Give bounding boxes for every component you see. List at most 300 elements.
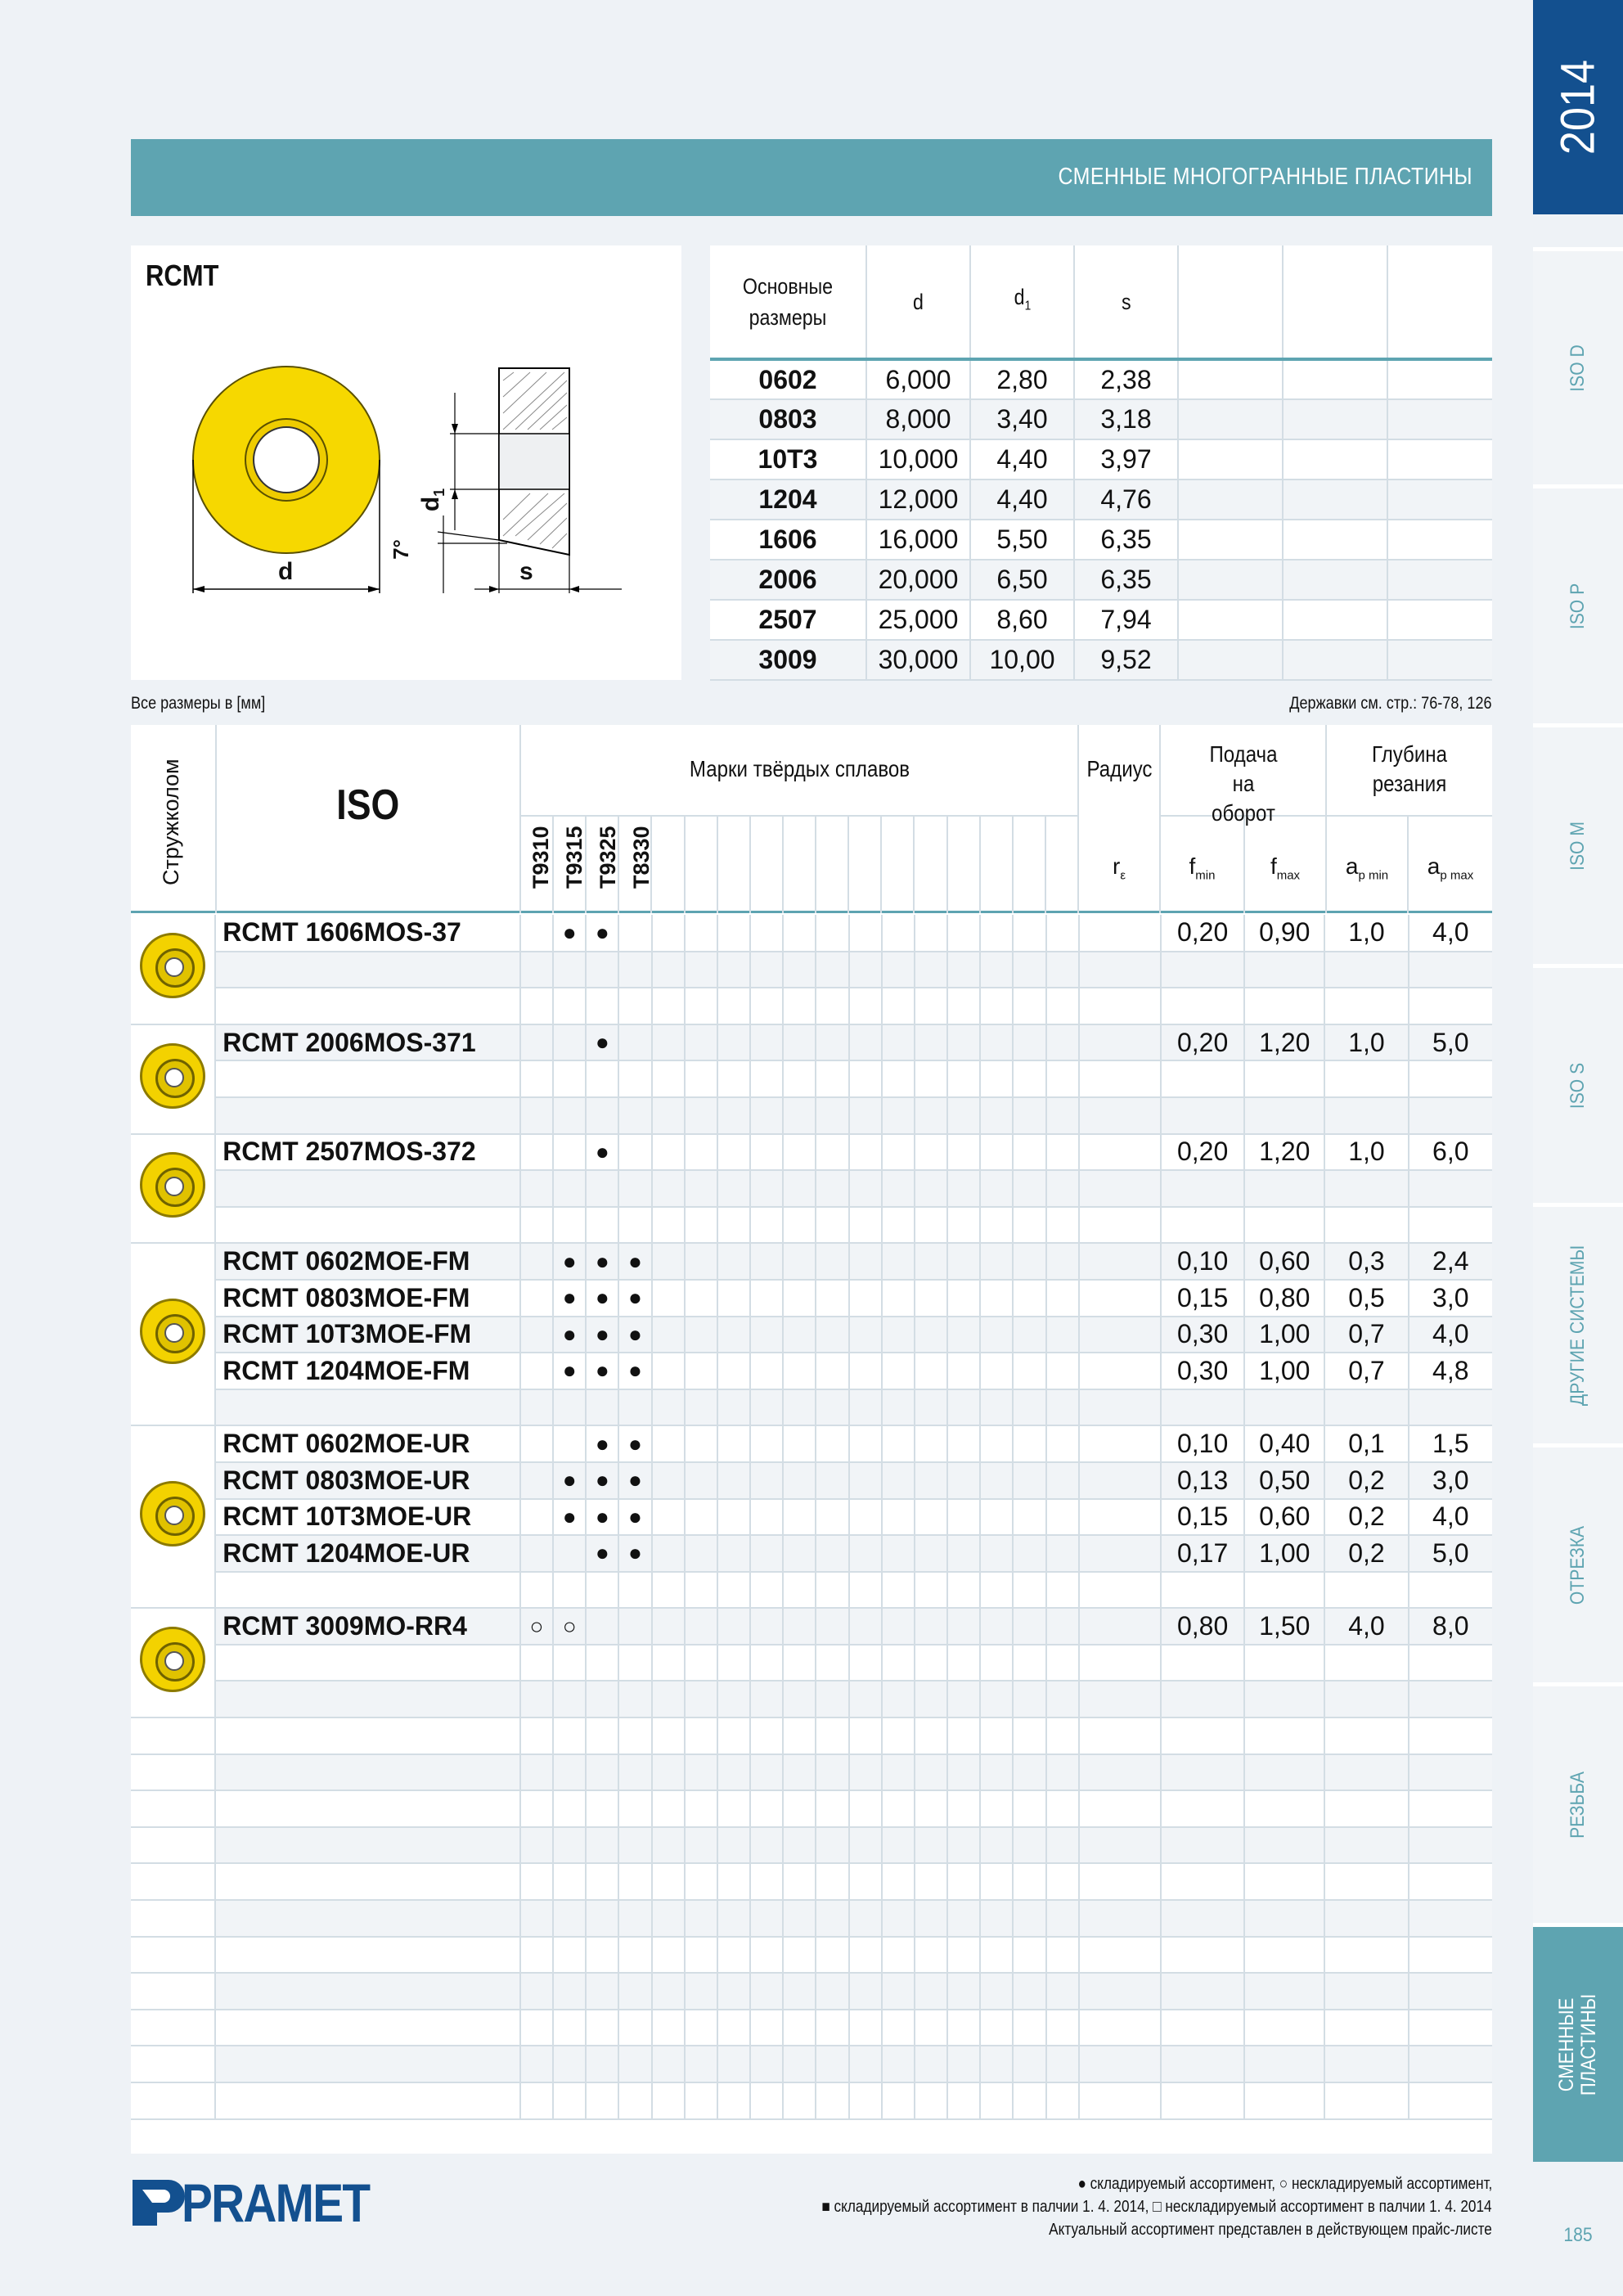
grade-availability bbox=[816, 915, 848, 952]
ap-max-value: 4,0 bbox=[1409, 1499, 1492, 1536]
grade-availability bbox=[915, 1317, 947, 1353]
table-row bbox=[131, 1097, 1492, 1134]
grade-availability bbox=[652, 1280, 685, 1317]
grade-availability bbox=[553, 1973, 586, 2010]
table-row bbox=[131, 1572, 1492, 1609]
grade-availability bbox=[783, 1681, 816, 1717]
dims-empty bbox=[1178, 520, 1283, 560]
chipbreaker-image bbox=[131, 1024, 215, 1134]
radius-value bbox=[1079, 2082, 1161, 2119]
col-feed: Подача на оборот bbox=[1208, 741, 1278, 826]
grade-availability bbox=[947, 1170, 980, 1207]
grade-availability: ○ bbox=[553, 1608, 586, 1645]
grade-availability bbox=[783, 1060, 816, 1097]
tab-iso-m[interactable] bbox=[1533, 723, 1623, 964]
grade-availability bbox=[750, 1353, 783, 1389]
grade-availability bbox=[849, 1207, 882, 1244]
grade-availability bbox=[882, 1827, 915, 1864]
grade-availability bbox=[750, 1425, 783, 1462]
dims-empty bbox=[1283, 439, 1387, 479]
grade-availability bbox=[520, 1973, 553, 2010]
grade-availability bbox=[1013, 1790, 1045, 1827]
grade-availability bbox=[652, 1790, 685, 1827]
dims-empty bbox=[1178, 600, 1283, 640]
grade-availability bbox=[915, 988, 947, 1024]
grade-availability bbox=[685, 1681, 717, 1717]
grade-availability bbox=[1013, 1353, 1045, 1389]
grade-availability bbox=[1013, 1973, 1045, 2010]
grade-availability bbox=[783, 1280, 816, 1317]
dims-row bbox=[710, 600, 1492, 640]
grade-availability bbox=[947, 1353, 980, 1389]
chipbreaker-image bbox=[131, 1243, 215, 1425]
tab-label: СМЕННЫЕ ПЛАСТИНЫ bbox=[1555, 1993, 1600, 2096]
table-row bbox=[131, 1608, 1492, 1645]
insert-designation bbox=[215, 1389, 520, 1426]
grade-availability bbox=[882, 1535, 915, 1572]
dims-empty bbox=[1387, 479, 1492, 520]
grade-availability bbox=[520, 2082, 553, 2119]
grade-availability bbox=[816, 1863, 848, 1900]
feed-max-value bbox=[1244, 1681, 1324, 1717]
ap-max-value bbox=[1409, 1754, 1492, 1791]
feed-min-value bbox=[1161, 2046, 1244, 2082]
grade-availability bbox=[947, 2046, 980, 2082]
ap-max-value bbox=[1409, 2046, 1492, 2082]
feed-min-value bbox=[1161, 1060, 1244, 1097]
grade-availability bbox=[618, 1134, 651, 1171]
feed-min-value bbox=[1161, 1717, 1244, 1754]
grade-availability bbox=[652, 1754, 685, 1791]
grade-availability bbox=[816, 2046, 848, 2082]
grade-availability bbox=[553, 2046, 586, 2082]
grade-availability bbox=[915, 1389, 947, 1426]
feed-max-value: 1,00 bbox=[1244, 1535, 1324, 1572]
ap-max-value bbox=[1409, 952, 1492, 988]
grade-availability bbox=[882, 1280, 915, 1317]
radius-value bbox=[1079, 1024, 1161, 1061]
grade-availability bbox=[586, 952, 618, 988]
grade-availability: ● bbox=[586, 1462, 618, 1499]
feed-max-value bbox=[1244, 1645, 1324, 1681]
grade-availability bbox=[553, 1425, 586, 1462]
grade-availability bbox=[947, 1827, 980, 1864]
grade-availability bbox=[652, 2010, 685, 2046]
grade-availability bbox=[915, 1863, 947, 1900]
grade-availability bbox=[783, 952, 816, 988]
dims-empty bbox=[1387, 439, 1492, 479]
ap-max-value bbox=[1409, 1973, 1492, 2010]
grade-availability bbox=[915, 1280, 947, 1317]
grade-availability bbox=[1013, 2082, 1045, 2119]
grade-availability bbox=[750, 1645, 783, 1681]
grade-availability: ● bbox=[618, 1317, 651, 1353]
ap-min-value bbox=[1324, 1645, 1408, 1681]
grade-availability bbox=[849, 1243, 882, 1280]
grade-availability bbox=[750, 1681, 783, 1717]
grade-availability bbox=[915, 1645, 947, 1681]
grade-availability bbox=[553, 1207, 586, 1244]
grade-availability bbox=[652, 1097, 685, 1134]
grade-availability bbox=[816, 988, 848, 1024]
grade-availability bbox=[1013, 988, 1045, 1024]
grade-availability bbox=[1013, 2046, 1045, 2082]
grade-availability bbox=[980, 2010, 1013, 2046]
grade-availability bbox=[520, 1060, 553, 1097]
grade-availability: ● bbox=[618, 1280, 651, 1317]
table-row bbox=[131, 1973, 1492, 2010]
grade-availability: ● bbox=[586, 1280, 618, 1317]
ap-max-value: 5,0 bbox=[1409, 1024, 1492, 1061]
grade-availability bbox=[947, 1317, 980, 1353]
grade-availability bbox=[520, 1243, 553, 1280]
grade-availability bbox=[980, 1134, 1013, 1171]
chipbreaker-empty bbox=[131, 1937, 215, 1974]
year-label: 2014 bbox=[1551, 59, 1605, 155]
ap-min-value bbox=[1324, 1790, 1408, 1827]
grade-availability bbox=[783, 1097, 816, 1134]
grade-availability bbox=[816, 1134, 848, 1171]
grade-availability: ● bbox=[586, 1243, 618, 1280]
grade-availability bbox=[750, 1060, 783, 1097]
dims-size-code: 1204 bbox=[710, 479, 866, 520]
grade-availability bbox=[882, 1973, 915, 2010]
feed-max-value bbox=[1244, 2082, 1324, 2119]
grade-availability bbox=[717, 1863, 750, 1900]
grade-availability bbox=[783, 1170, 816, 1207]
dims-value: 2,80 bbox=[970, 359, 1074, 399]
grade-availability bbox=[980, 2046, 1013, 2082]
grade-availability bbox=[1013, 1243, 1045, 1280]
col-radius: Радиус bbox=[1086, 756, 1152, 781]
dims-value: 8,000 bbox=[866, 399, 970, 439]
grade-availability: ● bbox=[618, 1462, 651, 1499]
grade-availability bbox=[783, 2046, 816, 2082]
grade-t9315: T9315 bbox=[562, 826, 587, 889]
tab-label: РЕЗЬБА bbox=[1567, 1771, 1589, 1839]
grade-availability: ● bbox=[553, 1353, 586, 1389]
dims-value: 30,000 bbox=[866, 640, 970, 680]
feed-min-value: 0,13 bbox=[1161, 1462, 1244, 1499]
grade-availability bbox=[685, 1462, 717, 1499]
units-note: Все размеры в [мм] bbox=[131, 694, 266, 713]
grade-availability bbox=[685, 1353, 717, 1389]
ap-min-value: 0,2 bbox=[1324, 1462, 1408, 1499]
label-d1: $d_1$ bbox=[417, 488, 448, 512]
grade-availability bbox=[717, 1827, 750, 1864]
grade-availability bbox=[652, 1717, 685, 1754]
grade-availability bbox=[915, 952, 947, 988]
grade-availability bbox=[520, 988, 553, 1024]
grade-availability bbox=[618, 2046, 651, 2082]
chipbreaker-image bbox=[131, 1608, 215, 1717]
grade-availability bbox=[783, 1717, 816, 1754]
grade-availability bbox=[553, 1535, 586, 1572]
grade-availability bbox=[685, 1973, 717, 2010]
tab-parting[interactable] bbox=[1533, 1443, 1623, 1682]
insert-designation bbox=[215, 2010, 520, 2046]
ap-min-value bbox=[1324, 1827, 1408, 1864]
radius-value bbox=[1079, 1681, 1161, 1717]
dims-empty bbox=[1387, 520, 1492, 560]
tab-iso-p[interactable] bbox=[1533, 484, 1623, 723]
grade-availability bbox=[915, 1937, 947, 1974]
grade-availability bbox=[652, 1134, 685, 1171]
feed-max-value: 1,50 bbox=[1244, 1608, 1324, 1645]
table-row bbox=[131, 1170, 1492, 1207]
ap-max-value: 3,0 bbox=[1409, 1462, 1492, 1499]
grade-availability bbox=[1046, 1645, 1079, 1681]
grade-availability bbox=[882, 1170, 915, 1207]
col-chipbreaker: Стружколом bbox=[159, 759, 183, 885]
table-row bbox=[131, 1645, 1492, 1681]
grade-availability bbox=[783, 1134, 816, 1171]
grade-availability bbox=[849, 1681, 882, 1717]
table-row bbox=[131, 1937, 1492, 1974]
table-row bbox=[131, 988, 1492, 1024]
grade-availability bbox=[750, 915, 783, 952]
grade-availability bbox=[685, 1900, 717, 1937]
radius-value bbox=[1079, 1608, 1161, 1645]
grade-availability bbox=[816, 1389, 848, 1426]
dims-row bbox=[710, 439, 1492, 479]
grade-availability bbox=[1046, 1317, 1079, 1353]
grade-availability bbox=[783, 1937, 816, 1974]
feed-max-value: 0,40 bbox=[1244, 1425, 1324, 1462]
dims-value: 10,00 bbox=[970, 640, 1074, 680]
grade-availability bbox=[750, 1243, 783, 1280]
feed-max-value bbox=[1244, 952, 1324, 988]
grade-availability bbox=[717, 1207, 750, 1244]
tab-iso-d[interactable] bbox=[1533, 247, 1623, 484]
feed-max-value bbox=[1244, 1097, 1324, 1134]
grade-availability bbox=[586, 1900, 618, 1937]
grade-availability bbox=[1013, 1681, 1045, 1717]
feed-min-value: 0,20 bbox=[1161, 915, 1244, 952]
grade-availability bbox=[520, 1462, 553, 1499]
tab-other-systems[interactable] bbox=[1533, 1203, 1623, 1443]
grade-availability bbox=[685, 988, 717, 1024]
grade-availability bbox=[750, 2046, 783, 2082]
radius-value bbox=[1079, 1097, 1161, 1134]
grade-availability bbox=[685, 915, 717, 952]
feed-min-value: 0,30 bbox=[1161, 1317, 1244, 1353]
chipbreaker-image bbox=[131, 1425, 215, 1608]
grade-availability bbox=[980, 1060, 1013, 1097]
grade-availability bbox=[915, 1207, 947, 1244]
tab-threading[interactable] bbox=[1533, 1682, 1623, 1923]
dims-empty bbox=[1178, 439, 1283, 479]
feed-max-value bbox=[1244, 1973, 1324, 2010]
grade-availability bbox=[1013, 1097, 1045, 1134]
feed-max-value bbox=[1244, 1207, 1324, 1244]
ap-max-value: 4,8 bbox=[1409, 1353, 1492, 1389]
radius-value bbox=[1079, 988, 1161, 1024]
grade-availability bbox=[652, 1645, 685, 1681]
grade-availability bbox=[882, 1937, 915, 1974]
radius-value bbox=[1079, 1499, 1161, 1536]
grade-availability bbox=[1013, 1389, 1045, 1426]
radius-value bbox=[1079, 1572, 1161, 1609]
grade-availability bbox=[980, 1353, 1013, 1389]
tab-iso-s[interactable] bbox=[1533, 964, 1623, 1203]
grade-availability bbox=[816, 1572, 848, 1609]
radius-value bbox=[1079, 1317, 1161, 1353]
feed-max-value: 1,00 bbox=[1244, 1317, 1324, 1353]
ap-min-value bbox=[1324, 2010, 1408, 2046]
ap-min-value: 0,1 bbox=[1324, 1425, 1408, 1462]
grade-availability bbox=[652, 1535, 685, 1572]
ap-max: $a_{p max}$ bbox=[1427, 853, 1474, 883]
grade-availability bbox=[915, 1353, 947, 1389]
feed-min-value bbox=[1161, 1973, 1244, 2010]
grade-availability bbox=[849, 1462, 882, 1499]
grade-availability bbox=[750, 1134, 783, 1171]
grade-availability: ● bbox=[553, 1499, 586, 1536]
grade-availability bbox=[980, 1717, 1013, 1754]
col-depth: Глубина резания bbox=[1372, 741, 1447, 796]
grade-availability bbox=[947, 915, 980, 952]
table-row bbox=[131, 1207, 1492, 1244]
table-row bbox=[131, 1900, 1492, 1937]
grade-availability bbox=[685, 1717, 717, 1754]
grade-availability bbox=[849, 1097, 882, 1134]
grade-availability: ● bbox=[618, 1499, 651, 1536]
grade-availability bbox=[783, 1462, 816, 1499]
grade-availability bbox=[652, 1389, 685, 1426]
dims-value: 25,000 bbox=[866, 600, 970, 640]
ap-max-value: 1,5 bbox=[1409, 1425, 1492, 1462]
dims-empty bbox=[1178, 560, 1283, 600]
section-title: СМЕННЫЕ МНОГОГРАННЫЕ ПЛАСТИНЫ bbox=[1058, 164, 1472, 190]
grade-availability bbox=[750, 1207, 783, 1244]
grade-availability bbox=[816, 1827, 848, 1864]
insert-designation: RCMT 3009MO-RR4 bbox=[215, 1608, 520, 1645]
grade-availability bbox=[980, 1754, 1013, 1791]
grade-availability: ● bbox=[553, 1243, 586, 1280]
ap-max-value: 4,0 bbox=[1409, 1317, 1492, 1353]
grade-availability bbox=[685, 1097, 717, 1134]
grade-availability bbox=[652, 1024, 685, 1061]
insert-designation bbox=[215, 1097, 520, 1134]
legend-line-2: ■ складируемый ассортимент в палчии 1. 4. 2014, □ нескладируемый ассортимент в палчии 1. 4. 2014 bbox=[821, 2198, 1492, 2216]
grade-availability: ● bbox=[618, 1425, 651, 1462]
grade-availability bbox=[553, 1790, 586, 1827]
grade-availability bbox=[1013, 915, 1045, 952]
dims-row bbox=[710, 479, 1492, 520]
grade-availability: ● bbox=[586, 1499, 618, 1536]
insert-designation bbox=[215, 1717, 520, 1754]
grade-availability bbox=[849, 1353, 882, 1389]
tab-inserts[interactable] bbox=[1533, 1923, 1623, 2162]
grade-availability bbox=[652, 1207, 685, 1244]
dims-empty bbox=[1283, 640, 1387, 680]
chipbreaker-empty bbox=[131, 2046, 215, 2082]
grade-availability bbox=[520, 1024, 553, 1061]
grade-availability bbox=[980, 1243, 1013, 1280]
grade-availability bbox=[849, 2010, 882, 2046]
feed-max: $f_{max}$ bbox=[1270, 853, 1301, 883]
grade-availability bbox=[717, 1170, 750, 1207]
ap-min-value: 0,7 bbox=[1324, 1317, 1408, 1353]
grade-availability bbox=[947, 1280, 980, 1317]
table-row bbox=[131, 952, 1492, 988]
insert-designation: RCMT 0803MOE-UR bbox=[215, 1462, 520, 1499]
grade-availability bbox=[816, 1535, 848, 1572]
grade-availability bbox=[915, 1134, 947, 1171]
grade-availability bbox=[816, 1207, 848, 1244]
grade-availability bbox=[652, 988, 685, 1024]
grade-availability bbox=[618, 952, 651, 988]
grade-availability bbox=[553, 2010, 586, 2046]
grade-availability bbox=[750, 1973, 783, 2010]
feed-min-value bbox=[1161, 1097, 1244, 1134]
grade-availability bbox=[717, 1973, 750, 2010]
grade-availability bbox=[783, 1207, 816, 1244]
dims-size-code: 10T3 bbox=[710, 439, 866, 479]
dims-value: 4,40 bbox=[970, 439, 1074, 479]
grade-availability bbox=[915, 1060, 947, 1097]
ap-max-value bbox=[1409, 1827, 1492, 1864]
ap-max-value bbox=[1409, 1572, 1492, 1609]
grade-availability bbox=[652, 1425, 685, 1462]
grade-availability bbox=[717, 1900, 750, 1937]
grade-availability bbox=[1046, 1280, 1079, 1317]
grade-availability bbox=[586, 1754, 618, 1791]
grade-availability bbox=[783, 1499, 816, 1536]
grade-availability bbox=[915, 1790, 947, 1827]
feed-min-value bbox=[1161, 1572, 1244, 1609]
grade-availability: ● bbox=[586, 915, 618, 952]
dims-size-code: 0602 bbox=[710, 359, 866, 399]
grade-availability bbox=[816, 1608, 848, 1645]
feed-min-value bbox=[1161, 1389, 1244, 1426]
grade-availability bbox=[980, 1317, 1013, 1353]
grade-availability bbox=[947, 1389, 980, 1426]
grade-availability bbox=[717, 1499, 750, 1536]
dims-value: 5,50 bbox=[970, 520, 1074, 560]
grade-availability bbox=[816, 1024, 848, 1061]
ap-min-value bbox=[1324, 1207, 1408, 1244]
ap-min-value bbox=[1324, 2046, 1408, 2082]
insert-designation: RCMT 0602MOE-UR bbox=[215, 1425, 520, 1462]
grade-availability bbox=[586, 2082, 618, 2119]
grade-availability bbox=[717, 1243, 750, 1280]
feed-min-value bbox=[1161, 1937, 1244, 1974]
feed-min-value bbox=[1161, 952, 1244, 988]
insert-designation bbox=[215, 1170, 520, 1207]
grade-availability bbox=[1046, 1681, 1079, 1717]
grade-availability bbox=[882, 1754, 915, 1791]
dims-header-s: s bbox=[1074, 245, 1178, 359]
grade-availability bbox=[947, 1572, 980, 1609]
grade-availability bbox=[980, 1024, 1013, 1061]
dims-header-d: d bbox=[866, 245, 970, 359]
radius-value bbox=[1079, 1754, 1161, 1791]
grade-availability bbox=[618, 1937, 651, 1974]
insert-designation bbox=[215, 1863, 520, 1900]
grade-availability bbox=[849, 1499, 882, 1536]
grade-availability bbox=[783, 1790, 816, 1827]
grade-availability bbox=[586, 1937, 618, 1974]
grade-availability bbox=[947, 1754, 980, 1791]
grade-availability bbox=[652, 1353, 685, 1389]
insert-designation bbox=[215, 1827, 520, 1864]
insert-designation: RCMT 10T3MOE-UR bbox=[215, 1499, 520, 1536]
grade-availability bbox=[553, 1937, 586, 1974]
grade-availability bbox=[586, 2010, 618, 2046]
grade-availability bbox=[717, 1717, 750, 1754]
